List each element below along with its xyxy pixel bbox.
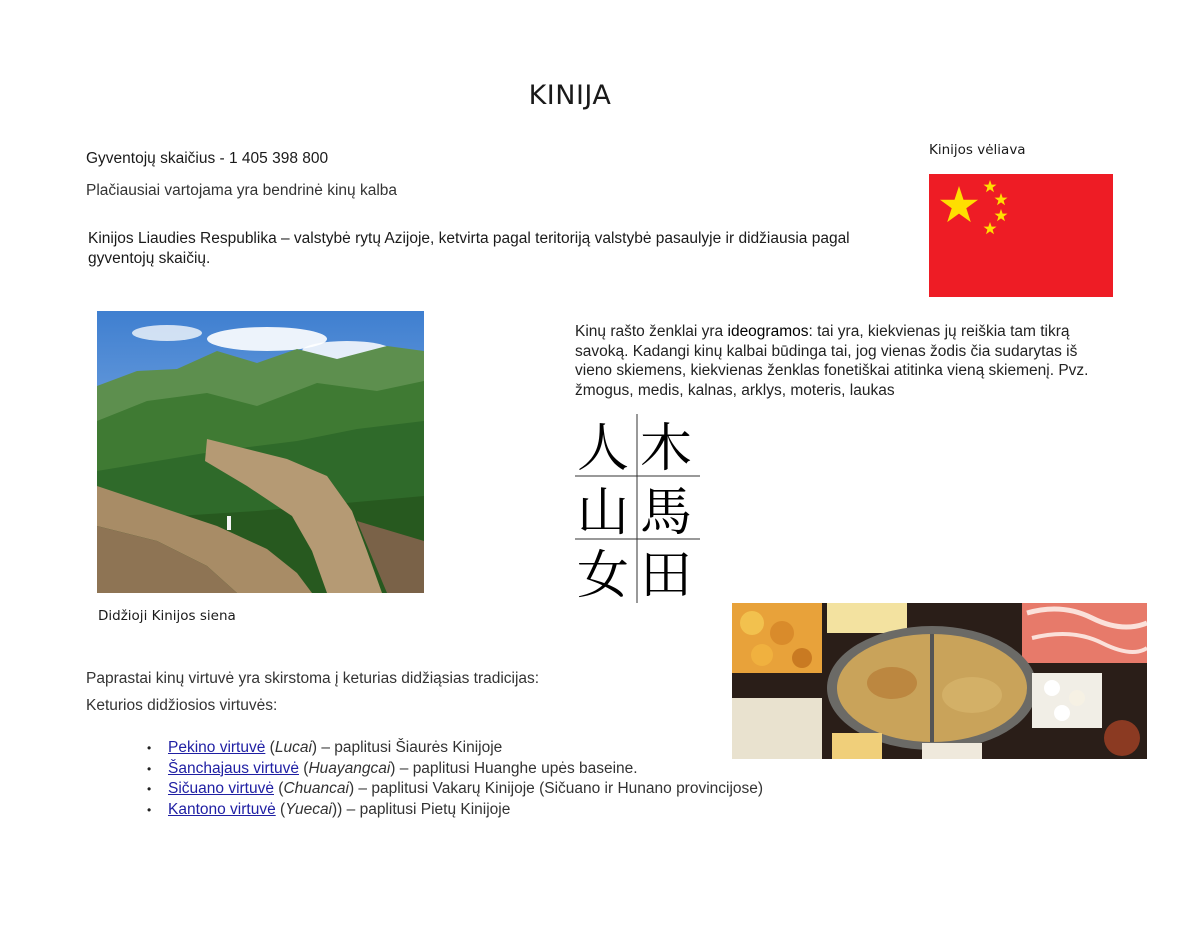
list-item [147, 779, 763, 800]
hotpot-photo-icon [732, 603, 1147, 759]
flag-caption: Kinijos vėliava [929, 142, 1026, 158]
flag-field [929, 174, 1113, 297]
list-item-rest: ) – paplitusi Šiaurės Kinijoje [311, 739, 503, 756]
bullet-icon: • [147, 741, 152, 755]
ideograms-body: : tai yra, kiekvienas jų reiškia tam tikrą savoką. Kadangi kinų kalbai būdinga tai, jog vienas žodis čia sudarytas iš vieno skiemens, kiekvienas ženklas fonetiškai atitinka vieną skiemenį. Pvz. žmogus, medis, kalnas, arklys, moteris, laukas [575, 323, 1089, 399]
china-flag-icon [929, 174, 1113, 297]
list-item-paren: ( [298, 759, 309, 777]
list-item-rest: ) – paplitusi Huanghe upės baseine. [390, 759, 638, 777]
list-item-paren: ( [273, 780, 284, 797]
page-title: KINIJA [528, 80, 612, 111]
list-item [147, 759, 763, 780]
list-item-paren: ( [265, 739, 275, 756]
cuisine-list [147, 738, 763, 820]
character-tree: 木 [640, 419, 693, 479]
character-mountain: 山 [577, 483, 630, 543]
population-text: Gyventojų skaičius - 1 405 398 800 [86, 150, 329, 167]
cuisine-intro: Paprastai kinų virtuvė yra skirstoma į keturias didžiąsias tradicijas: [86, 670, 540, 687]
list-item-rest: )) – paplitusi Pietų Kinijoje [332, 800, 511, 818]
list-item-native-name: Huayangcai [308, 759, 391, 777]
country-description: Kinijos Liaudies Respublika – valstybė rytų Azijoje, ketvirta pagal teritoriją valstybė pasaulyje ir didžiausia pagal gyventojų skaičių. [88, 230, 850, 267]
cuisine-heading: Keturios didžiosios virtuvės: [86, 697, 278, 714]
language-text: Plačiausiai vartojama yra bendrinė kinų kalba [86, 182, 398, 199]
character-horse: 馬 [640, 483, 693, 543]
list-item-native-name: Yuecai [285, 800, 333, 818]
ideograms-intro: Kinų rašto ženklai yra [575, 323, 728, 340]
link-sicuano-virtuve[interactable]: Sičuano virtuvė [168, 780, 274, 797]
link-kantono-virtuve[interactable]: Kantono virtuvė [168, 800, 276, 818]
bullet-icon: • [147, 761, 152, 776]
great-wall-photo-icon [97, 311, 424, 593]
chinese-characters-grid [575, 410, 700, 603]
bullet-icon: • [147, 782, 152, 796]
list-item-native-name: Chuancai [283, 780, 349, 797]
list-item [147, 800, 763, 821]
list-item-native-name: Lucai [274, 739, 312, 756]
character-woman: 女 [577, 546, 630, 603]
character-person: 人 [577, 419, 630, 479]
character-field: 田 [640, 546, 693, 603]
list-item-paren: ( [275, 800, 286, 818]
bullet-icon: • [147, 802, 152, 817]
link-pekino-virtuve[interactable]: Pekino virtuvė [168, 739, 266, 756]
wall-caption: Didžioji Kinijos siena [98, 608, 236, 624]
ideograms-paragraph [575, 322, 1110, 400]
ideograms-term: ideogramos [727, 323, 809, 340]
link-sanchajaus-virtuve[interactable]: Šanchajaus virtuvė [168, 759, 299, 777]
list-item [147, 738, 763, 759]
list-item-rest: ) – paplitusi Vakarų Kinijoje (Sičuano ir Hunano provincijose) [348, 780, 764, 797]
